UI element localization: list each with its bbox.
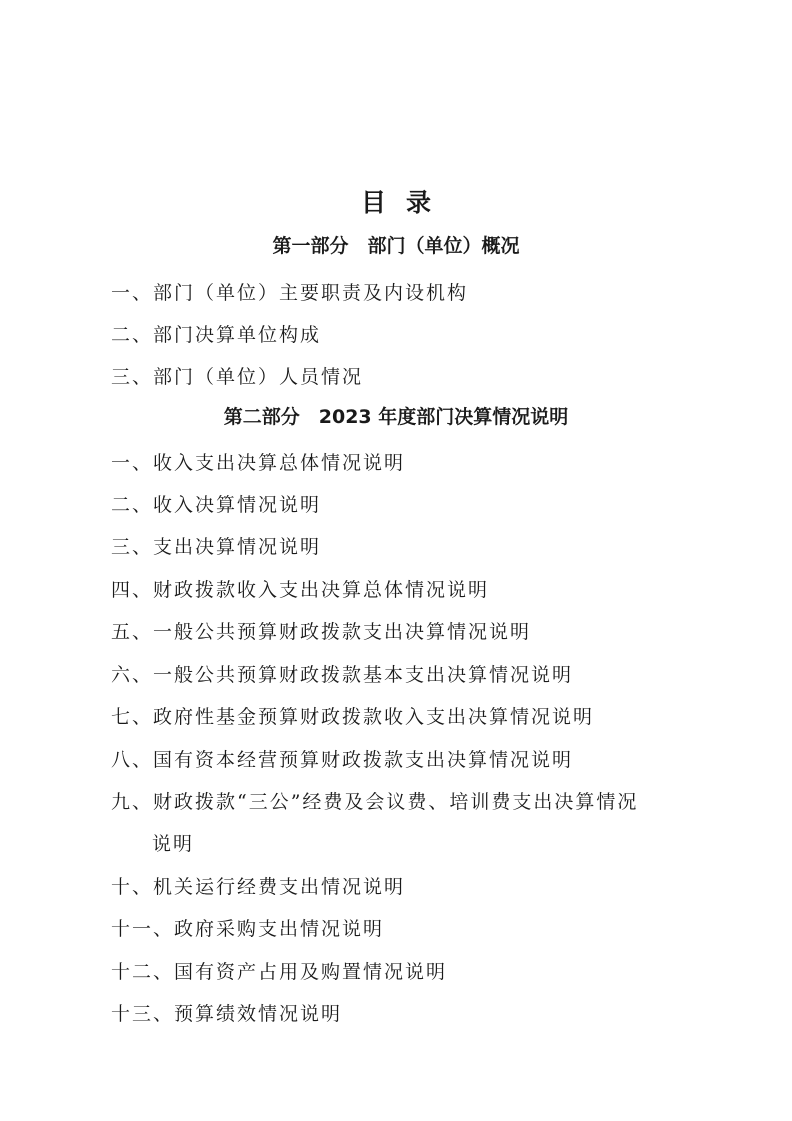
toc-item: 五、一般公共预算财政拨款支出决算情况说明 <box>111 621 532 643</box>
part2-heading: 第二部分 2023 年度部门决算情况说明 <box>223 406 569 428</box>
toc-item: 三、部门（单位）人员情况 <box>111 366 364 388</box>
toc-item: 九、财政拨款“三公”经费及会议费、培训费支出决算情况 <box>111 791 639 813</box>
toc-item: 三、支出决算情况说明 <box>111 536 322 558</box>
toc-item: 十一、政府采购支出情况说明 <box>111 918 385 940</box>
toc-item: 十二、国有资产占用及购置情况说明 <box>111 961 448 983</box>
toc-item: 十、机关运行经费支出情况说明 <box>111 876 406 898</box>
toc-item: 一、收入支出决算总体情况说明 <box>111 452 406 474</box>
toc-item: 四、财政拨款收入支出决算总体情况说明 <box>111 579 490 601</box>
toc-item: 十三、预算绩效情况说明 <box>111 1003 343 1025</box>
toc-item: 六、一般公共预算财政拨款基本支出决算情况说明 <box>111 664 574 686</box>
toc-item: 二、收入决算情况说明 <box>111 494 322 516</box>
toc-item: 一、部门（单位）主要职责及内设机构 <box>111 282 469 304</box>
toc-item: 二、部门决算单位构成 <box>111 324 322 346</box>
part1-heading: 第一部分 部门（单位）概况 <box>272 235 520 257</box>
toc-item: 七、政府性基金预算财政拨款收入支出决算情况说明 <box>111 706 595 728</box>
toc-item: 八、国有资本经营预算财政拨款支出决算情况说明 <box>111 749 574 771</box>
toc-title: 目录 <box>360 188 451 217</box>
toc-item-continuation: 说明 <box>152 833 195 855</box>
